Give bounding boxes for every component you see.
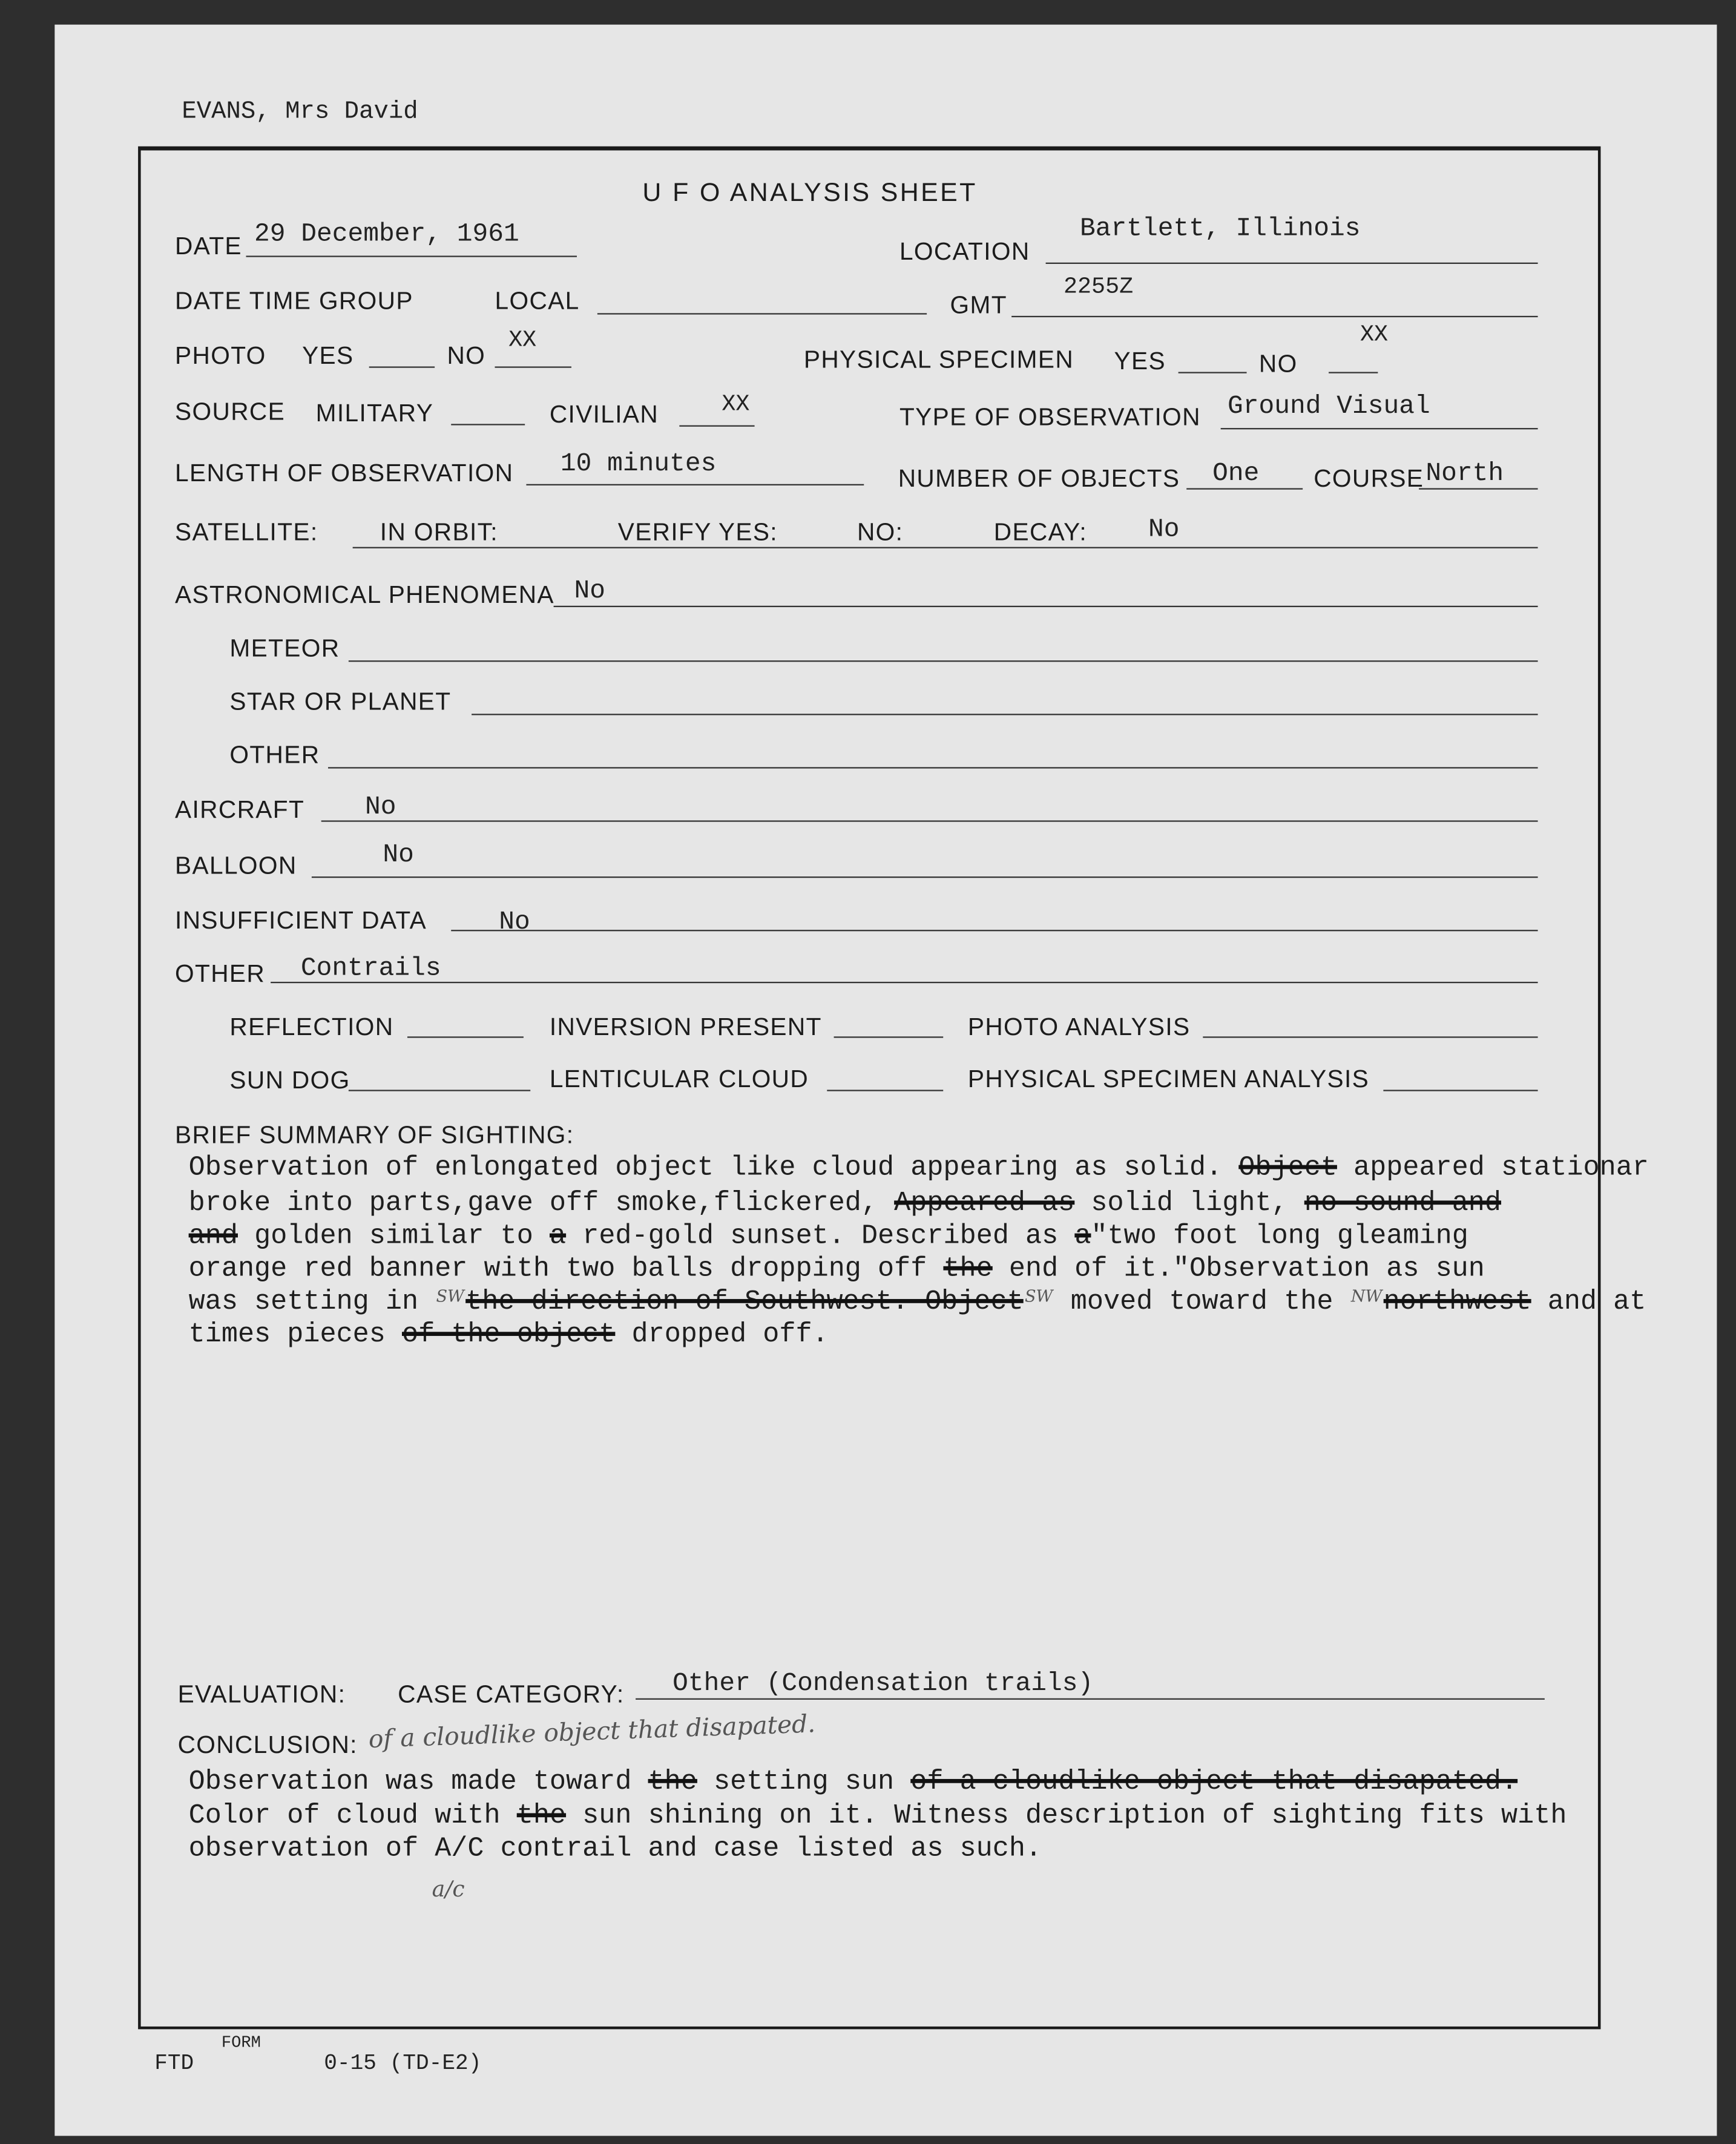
specimen-no-value: XX <box>1360 323 1389 349</box>
annotation-sw-1: SW <box>436 1286 464 1306</box>
footer-form-number: 0-15 (TD-E2) <box>324 2051 482 2076</box>
conclusion-line <box>189 1802 1567 1832</box>
num-objects-line <box>1186 488 1303 489</box>
aircraft-label: AIRCRAFT <box>175 795 305 823</box>
typed-text: orange red banner with two balls dropping off <box>188 1254 944 1286</box>
summary-line <box>189 1154 1649 1185</box>
typed-text: red-gold sunset. Described as <box>566 1221 1075 1253</box>
location-label: LOCATION <box>899 238 1030 266</box>
satellite-label: SATELLITE: <box>175 518 318 546</box>
num-objects-label: NUMBER OF OBJECTS <box>898 465 1180 493</box>
other-value: Contrails <box>300 953 441 984</box>
astro-other-line <box>328 767 1538 768</box>
length-label: LENGTH OF OBSERVATION <box>175 459 514 487</box>
photo-no-value: XX <box>508 328 537 355</box>
handwritten-ac: a/c <box>432 1876 465 1902</box>
location-line <box>1046 263 1538 264</box>
length-value: 10 minutes <box>560 448 717 479</box>
conclusion-line <box>189 1768 1517 1798</box>
type-obs-value: Ground Visual <box>1227 391 1430 421</box>
balloon-label: BALLOON <box>175 852 297 880</box>
date-label: DATE <box>175 232 242 260</box>
civilian-line <box>679 426 754 427</box>
struck-text: the <box>648 1766 697 1798</box>
inversion-label: INVERSION PRESENT <box>549 1013 822 1041</box>
typed-text: "two foot long gleaming <box>1091 1221 1468 1253</box>
astro-other-label: OTHER <box>229 741 320 769</box>
gmt-label: GMT <box>950 291 1007 319</box>
inversion-line <box>834 1036 944 1037</box>
header-name: EVANS, Mrs David <box>182 98 418 126</box>
typed-text: Observation of enlongated object like cloud appearing as solid. <box>188 1153 1239 1185</box>
conclusion-handwritten: of a cloudlike object that disapated. <box>368 1710 816 1755</box>
other-label: OTHER <box>175 959 266 987</box>
type-obs-line <box>1221 428 1538 429</box>
photo-no-label: NO <box>447 341 486 369</box>
balloon-line <box>312 876 1538 878</box>
photo-analysis-line <box>1203 1036 1537 1037</box>
struck-text: the <box>516 1801 567 1833</box>
astro-label: ASTRONOMICAL PHENOMENA <box>175 581 554 609</box>
case-category-label: CASE CATEGORY: <box>398 1680 625 1708</box>
gmt-value: 2255Z <box>1063 275 1134 301</box>
insufficient-value: No <box>499 906 530 937</box>
aircraft-value: No <box>364 791 396 822</box>
date-line <box>246 255 577 257</box>
star-line <box>472 714 1537 715</box>
specimen-yes-label: YES <box>1114 347 1166 375</box>
struck-text: no sound and <box>1304 1188 1502 1220</box>
typed-text: golden similar to <box>237 1221 550 1253</box>
aircraft-line <box>321 820 1538 821</box>
struck-text: of a cloudlike object that disapated. <box>910 1766 1518 1798</box>
typed-text: dropped off. <box>615 1319 829 1351</box>
astro-value: No <box>574 576 606 606</box>
course-line <box>1419 488 1537 489</box>
typed-text: sun shining on it. Witness description of sighting fits with <box>566 1801 1567 1833</box>
annotation-nw: NW <box>1350 1286 1383 1306</box>
footer-ftd: FTD <box>154 2051 194 2076</box>
struck-text: a <box>549 1221 567 1253</box>
typed-text: solid light, <box>1074 1188 1304 1220</box>
typed-text: and at <box>1531 1286 1646 1318</box>
sun-dog-label: SUN DOG <box>229 1067 350 1094</box>
typed-text: moved toward the <box>1054 1286 1350 1318</box>
struck-text: of the object <box>402 1319 616 1351</box>
insufficient-label: INSUFFICIENT DATA <box>175 906 427 934</box>
typed-text: appeared stationar <box>1337 1153 1649 1185</box>
insufficient-line <box>451 930 1537 931</box>
in-orbit-label: IN ORBIT: <box>380 518 498 546</box>
struck-text: Appeared as <box>894 1188 1075 1220</box>
struck-text: a <box>1074 1221 1091 1253</box>
evaluation-label: EVALUATION: <box>177 1680 346 1708</box>
typed-text: broke into parts,gave off smoke,flickered, <box>188 1188 895 1220</box>
dtg-label: DATE TIME GROUP <box>175 287 413 315</box>
meteor-line <box>349 660 1538 662</box>
date-value: 29 December, 1961 <box>254 219 519 249</box>
typed-text: observation of A/C contrail and case listed as such. <box>188 1833 1042 1866</box>
specimen-no-line <box>1329 372 1378 373</box>
specimen-analysis-label: PHYSICAL SPECIMEN ANALYSIS <box>967 1065 1370 1093</box>
source-label: SOURCE <box>175 398 286 426</box>
summary-line <box>189 1321 829 1351</box>
course-value: North <box>1425 458 1504 488</box>
photo-yes-line <box>369 366 435 367</box>
specimen-analysis-line <box>1383 1090 1537 1091</box>
verify-no-label: NO: <box>856 518 904 546</box>
typed-text: Color of cloud with <box>188 1801 517 1833</box>
star-label: STAR OR PLANET <box>229 688 452 715</box>
satellite-line <box>353 547 1538 548</box>
typed-text: end of it."Observation as sun <box>992 1254 1485 1286</box>
typed-text: setting sun <box>697 1766 911 1798</box>
summary-line <box>189 1223 1468 1253</box>
annotation-sw-2: SW <box>1024 1286 1053 1306</box>
civilian-label: CIVILIAN <box>549 400 659 429</box>
reflection-label: REFLECTION <box>229 1013 394 1041</box>
military-label: MILITARY <box>315 399 434 427</box>
type-obs-label: TYPE OF OBSERVATION <box>899 403 1201 431</box>
photo-yes-label: YES <box>302 341 354 369</box>
form-title: U F O ANALYSIS SHEET <box>642 179 978 208</box>
photo-label: PHOTO <box>175 341 266 369</box>
lenticular-label: LENTICULAR CLOUD <box>549 1065 809 1093</box>
balloon-value: No <box>383 840 414 870</box>
sun-dog-line <box>349 1090 530 1091</box>
local-label: LOCAL <box>495 287 580 315</box>
course-label: COURSE <box>1314 465 1424 493</box>
struck-text: northwest <box>1383 1286 1531 1318</box>
conclusion-label: CONCLUSION: <box>177 1731 358 1759</box>
location-value: Bartlett, Illinois <box>1080 213 1361 244</box>
summary-line <box>189 1288 1646 1318</box>
military-line <box>451 424 525 425</box>
decay-value: No <box>1148 514 1180 545</box>
specimen-label: PHYSICAL SPECIMEN <box>803 346 1074 373</box>
local-line <box>597 313 927 314</box>
summary-line <box>189 1255 1485 1286</box>
struck-text: Object <box>1238 1153 1337 1185</box>
reflection-line <box>407 1036 524 1037</box>
footer-form: FORM <box>221 2033 261 2053</box>
typed-text: Observation was made toward <box>188 1766 648 1798</box>
decay-label: DECAY: <box>993 518 1088 546</box>
struck-text: and <box>188 1221 238 1253</box>
struck-text: the direction of Southwest. Object <box>465 1286 1024 1318</box>
summary-label: BRIEF SUMMARY OF SIGHTING: <box>175 1121 574 1149</box>
lenticular-line <box>827 1090 943 1091</box>
case-category-value: Other (Condensation trails) <box>672 1668 1094 1698</box>
summary-line <box>189 1189 1501 1220</box>
gmt-line <box>1011 316 1537 317</box>
num-objects-value: One <box>1212 458 1260 488</box>
civilian-value: XX <box>722 392 750 419</box>
meteor-label: METEOR <box>229 634 340 662</box>
typed-text: was setting in <box>188 1286 435 1318</box>
conclusion-line <box>189 1835 1042 1866</box>
other-line <box>271 982 1537 983</box>
photo-analysis-label: PHOTO ANALYSIS <box>967 1013 1191 1041</box>
typed-text: times pieces <box>188 1319 403 1351</box>
struck-text: the <box>943 1254 993 1286</box>
astro-line <box>554 606 1538 607</box>
length-line <box>526 484 864 485</box>
specimen-no-label: NO <box>1258 350 1298 378</box>
photo-no-line <box>495 366 571 367</box>
verify-yes-label: VERIFY YES: <box>617 518 778 546</box>
specimen-yes-line <box>1179 372 1247 373</box>
case-category-line <box>636 1698 1545 1700</box>
